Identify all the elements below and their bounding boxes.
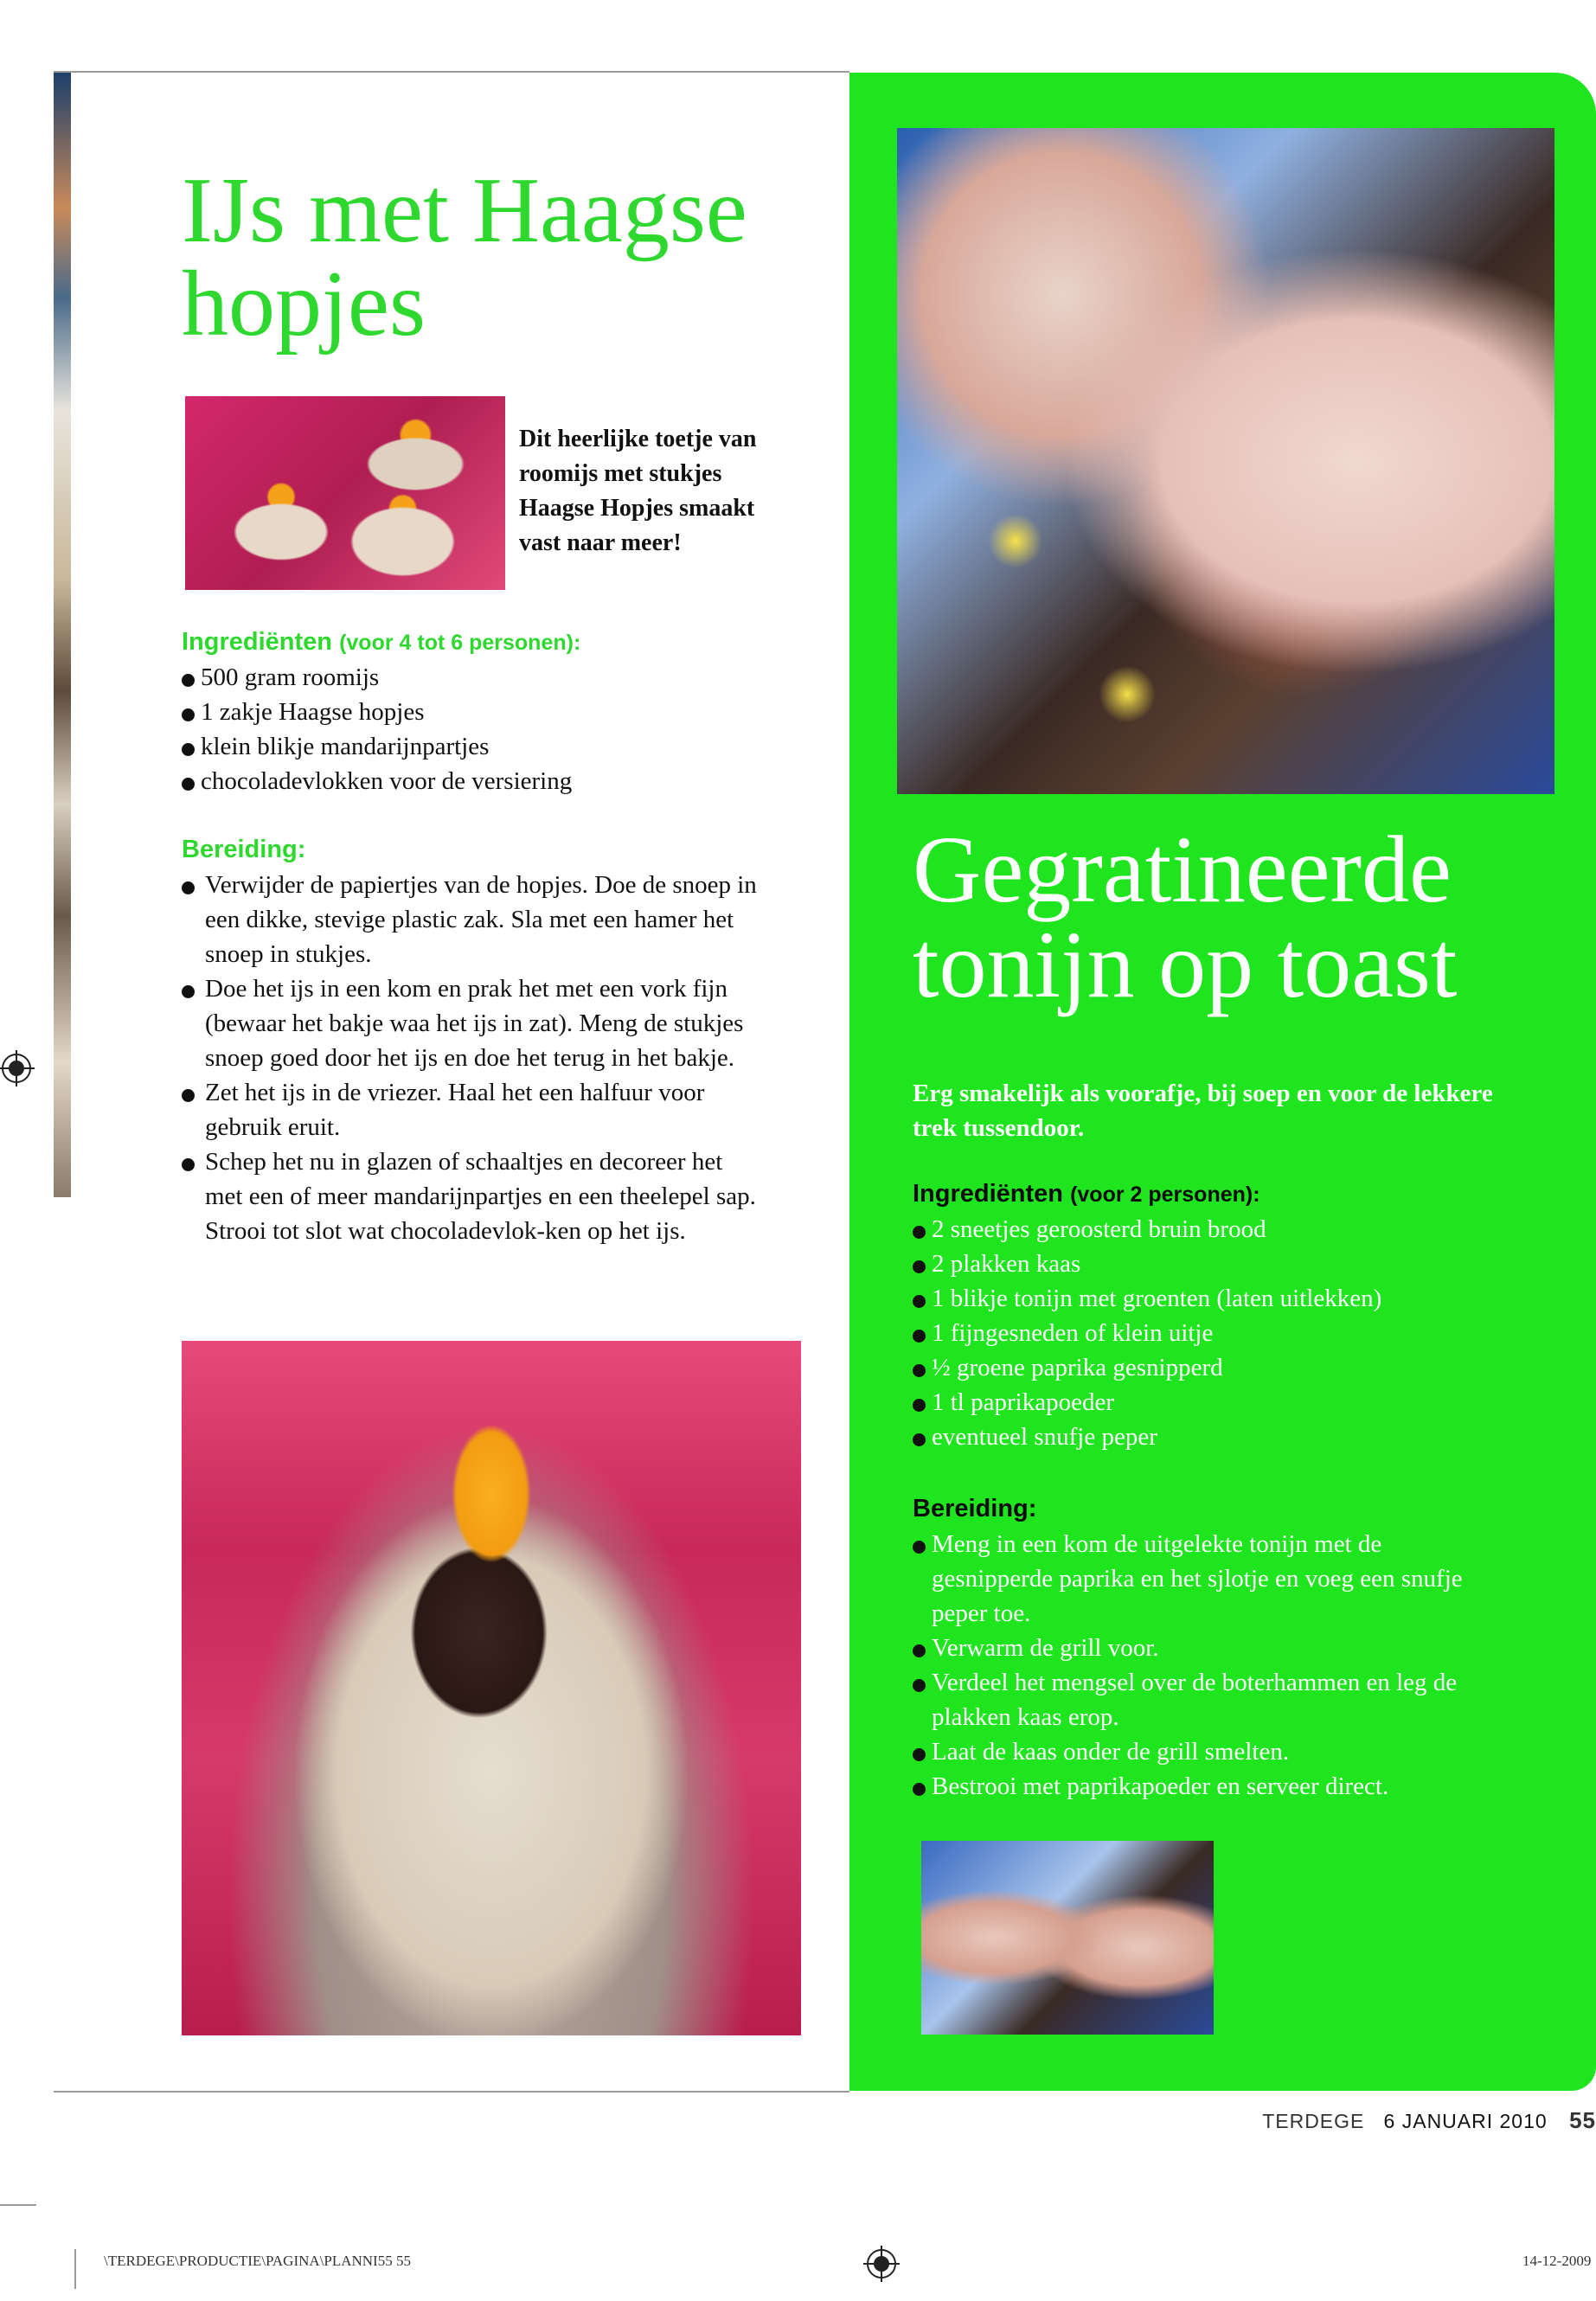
right-steps-heading: Bereiding: — [913, 1495, 1037, 1522]
adjacent-page-photo-strip — [54, 73, 71, 1197]
list-item: Laat de kaas onder de grill smelten. — [913, 1734, 1484, 1769]
slug-date: 14-12-2009 — [1522, 2253, 1592, 2269]
left-steps-heading: Bereiding: — [182, 836, 306, 863]
list-item: 1 blikje tonijn met groenten (laten uitlekken) — [913, 1281, 1535, 1316]
left-ingredients-section — [182, 628, 804, 798]
list-item: Verdeel het mengsel over de boterhammen en leg de plakken kaas erop. — [913, 1665, 1484, 1734]
left-ingredients-heading-note: (voor 4 tot 6 personen): — [339, 631, 581, 655]
bottom-left-tick — [0, 2204, 36, 2206]
list-item: Verwarm de grill voor. — [913, 1631, 1484, 1665]
list-item: klein blikje mandarijnpartjes — [182, 729, 804, 764]
right-steps-section — [913, 1495, 1484, 1804]
page-footer — [1262, 2107, 1596, 2134]
left-steps-section — [182, 836, 757, 1248]
list-item: ½ groene paprika gesnipperd — [913, 1350, 1535, 1385]
slug-path: \TERDEGE\PRODUCTIE\PAGINA\PLANNI55 55 — [104, 2253, 411, 2269]
list-item: 2 sneetjes geroosterd bruin brood — [913, 1212, 1535, 1247]
toast-large-photo — [897, 128, 1554, 794]
toast-small-photo — [921, 1841, 1214, 2035]
left-ingredients-heading — [182, 628, 804, 657]
right-ingredients-heading-note: (voor 2 personen): — [1070, 1183, 1260, 1207]
dessert-large-photo — [182, 1341, 801, 2035]
top-rule — [54, 71, 849, 73]
list-item: Bestrooi met paprikapoeder en serveer direct. — [913, 1769, 1484, 1804]
list-item: Verwijder de papiertjes van de hopjes. Doe de snoep in een dikke, stevige plastic zak. Sla met een hamer het snoep in stukjes. — [182, 868, 757, 971]
list-item: 1 zakje Haagse hopjes — [182, 695, 804, 729]
left-ingredients-heading-label: Ingrediënten — [182, 628, 333, 656]
registration-mark-icon — [867, 2249, 896, 2279]
list-item: 1 fijngesneden of klein uitje — [913, 1316, 1535, 1350]
left-recipe-title: IJs met Haagse hopjes — [182, 159, 747, 356]
list-item: chocoladevlokken voor de versiering — [182, 764, 804, 798]
footer-date: 6 JANUARI 2010 — [1383, 2110, 1548, 2132]
right-ingredients-section — [913, 1180, 1535, 1454]
registration-mark-icon — [2, 1054, 31, 1083]
footer-page-number: 55 — [1569, 2107, 1596, 2133]
left-ingredients-list — [182, 660, 804, 798]
list-item: 2 plakken kaas — [913, 1247, 1535, 1281]
right-ingredients-heading-label: Ingrediënten — [913, 1180, 1064, 1208]
right-recipe-intro: Erg smakelijk als voorafje, bij soep en voor de lekkere trek tussendoor. — [913, 1080, 1493, 1142]
list-item: Schep het nu in glazen of schaaltjes en decoreer het met een of meer mandarijnpartjes en een theelepel sap. Strooi tot slot wat chocoladevlok-ken op het ijs. — [182, 1144, 757, 1248]
left-recipe-intro: Dit heerlijke toetje van roomijs met stukjes Haagse Hopjes smaakt vast naar meer! — [519, 426, 757, 556]
list-item: 1 tl paprikapoeder — [913, 1385, 1535, 1420]
list-item: 500 gram roomijs — [182, 660, 804, 695]
footer-magazine: TERDEGE — [1262, 2110, 1365, 2132]
list-item: eventueel snufje peper — [913, 1420, 1535, 1454]
right-recipe-title: Gegratineerde tonijn op toast — [913, 817, 1458, 1017]
dessert-small-photo — [185, 396, 505, 590]
list-item: Zet het ijs in de vriezer. Haal het een halfuur voor gebruik eruit. — [182, 1075, 757, 1144]
list-item: Meng in een kom de uitgelekte tonijn met de gesnipperde paprika en het sjlotje en voeg een snufje peper toe. — [913, 1527, 1484, 1631]
right-ingredients-list — [913, 1212, 1535, 1454]
bottom-rule — [54, 2091, 849, 2093]
list-item: Doe het ijs in een kom en prak het met een vork fijn (bewaar het bakje waa het ijs in zat). Meng de stukjes snoep goed door het ijs en doe het terug in het bakje. — [182, 971, 757, 1075]
right-steps-list — [913, 1527, 1484, 1804]
left-steps-list — [182, 868, 757, 1248]
right-ingredients-heading — [913, 1180, 1535, 1208]
bottom-left-vertical — [74, 2249, 76, 2289]
